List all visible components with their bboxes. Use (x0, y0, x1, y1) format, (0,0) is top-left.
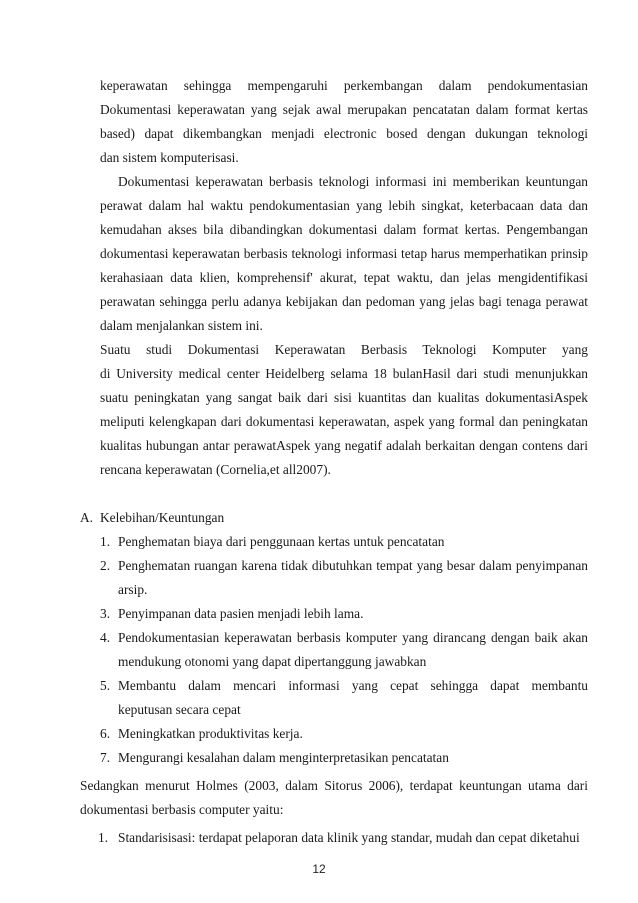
list-item-number: 3. (100, 606, 111, 621)
intro-line-1: keperawatan sehingga mempengaruhi perkembangan dalam pendokumentasian (100, 78, 588, 93)
para2-line-5: kerahasiaan data klien, komprehensif' akurat, tepat waktu, dan jelas mengidentifikasi (100, 270, 588, 285)
holmes-line-1: Sedangkan menurut Holmes (2003, dalam Sitorus 2006), terdapat keuntungan utama dari (80, 778, 588, 793)
list-item-text: Penyimpanan data pasien menjadi lebih lama. (118, 606, 364, 621)
para3-line-3: suatu peningkatan yang sangat baik dari sisi kuantitas dan kualitas dokumentasiAspek (100, 390, 588, 405)
intro-line-3: based) dapat dikembangkan menjadi electronic bosed dengan dukungan teknologi (100, 126, 588, 141)
para2-line-3: kemudahan akses bila dibandingkan dokumentasi dalam format kertas. Pengembangan (100, 222, 588, 237)
list-item-number: 1. (100, 534, 111, 549)
intro-line-2: Dokumentasi keperawatan yang sejak awal merupakan pencatatan dalam format kertas (100, 102, 588, 117)
list-item-text-cont: keputusan secara cepat (118, 702, 241, 717)
list-item-number: 6. (100, 726, 111, 741)
intro-line-4: dan sistem komputerisasi. (100, 150, 239, 165)
list-item-text: Meningkatkan produktivitas kerja. (118, 726, 303, 741)
para2-line-7: dalam menjalankan sistem ini. (100, 318, 263, 333)
para3-line-1: Suatu studi Dokumentasi Keperawatan Berbasis Teknologi Komputer yang (100, 342, 588, 357)
para2-line-2: perawat dalam hal waktu pendokumentasian yang lebih singkat, keterbacaan data dan (100, 198, 588, 213)
para2-line-6: perawatan sehingga perlu adanya kebijakan dan pedoman yang jelas bagi tenaga perawat (100, 294, 588, 309)
list-item-text: Mengurangi kesalahan dalam menginterpretasikan pencatatan (118, 750, 449, 765)
list-item-text: Standarisisasi: terdapat pelaporan data klinik yang standar, mudah dan cepat diketahui (118, 830, 580, 845)
para2-line-1: Dokumentasi keperawatan berbasis teknologi informasi ini memberikan keuntungan (118, 174, 588, 189)
para2-line-4: dokumentasi keperawatan berbasis teknologi informasi tetap harus memperhatikan prinsip (100, 246, 588, 261)
page-number: 12 (312, 862, 326, 876)
list-item-text: Membantu dalam mencari informasi yang cepat sehingga dapat membantu (118, 678, 588, 693)
section-marker: A. (80, 510, 94, 525)
list-item-number: 2. (100, 558, 111, 573)
list-item-number: 1. (98, 830, 109, 845)
para3-line-5: kualitas hubungan antar perawatAspek yang negatif adalah berkaitan dengan contens dari (100, 438, 588, 453)
para3-line-2: di University medical center Heidelberg selama 18 bulanHasil dari studi menunjukkan (100, 366, 588, 381)
list-item-text-cont: mendukung otonomi yang dapat dipertanggung jawabkan (118, 654, 427, 669)
list-item-text: Penghematan biaya dari penggunaan kertas untuk pencatatan (118, 534, 445, 549)
list-item-text: Penghematan ruangan karena tidak dibutuhkan tempat yang besar dalam penyimpanan (118, 558, 588, 573)
list-item-number: 4. (100, 630, 111, 645)
para3-line-4: meliputi kelengkapan dari dokumentasi keperawatan, aspek yang formal dan peningkatan (100, 414, 588, 429)
para3-line-6: rencana keperawatan (Cornelia,et all2007). (100, 462, 331, 477)
holmes-line-2: dokumentasi berbasis computer yaitu: (80, 802, 284, 817)
list-item-number: 5. (100, 678, 111, 693)
list-item-number: 7. (100, 750, 111, 765)
section-title: Kelebihan/Keuntungan (100, 510, 225, 525)
list-item-text: Pendokumentasian keperawatan berbasis komputer yang dirancang dengan baik akan (118, 630, 588, 645)
list-item-text-cont: arsip. (118, 582, 148, 597)
